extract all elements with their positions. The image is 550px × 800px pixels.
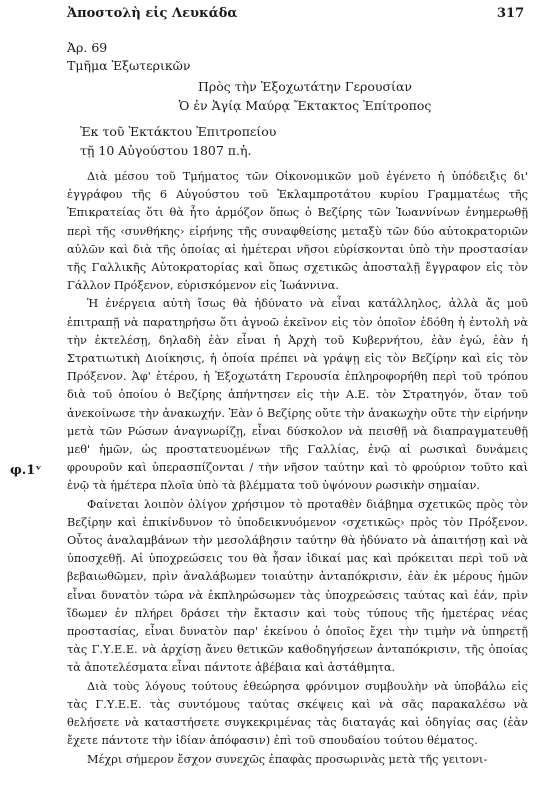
paragraph: Διὰ τοὺς λόγους τούτους ἐθεώρησα φρόνιμον συμβουλὴν νὰ ὑποβάλω εἰς τὰς Γ.Υ.Ε.Ε. τὰς συντόμους ταύτας σκέψεις καὶ νὰ σᾶς παρακαλέσω νὰ θελήσετε νὰ καταστήσετε συγκεκριμένας τὰς διαταγάς καὶ ὁδηγίας σας (ἐὰν ἔχετε πάντοτε τὴν ἰδίαν ἀπόφασιν) ἐπὶ τοῦ σπουδαίου τούτου θέματος. bbox=[67, 679, 528, 748]
paragraph: Ἡ ἐνέργεια αὐτὴ ἴσως θὰ ἠδύνατο νὰ εἶναι κατάλληλος, ἀλλὰ ἄς μοῦ ἐπιτραπῇ νὰ παρατηρήσω ὅτι ἀγνοῶ ἐκεῖνον εἰς τὸν ὁποῖον ἐδόθη ἡ ἐντολὴ νὰ τὴν ἐκτελέσῃ, δηλαδὴ ἐὰν εἶναι ἡ Ἀρχὴ τοῦ Κυβερνήτου, ἐὰν ἐγώ, ἐὰν ἡ Στρατιωτικὴ Διοίκησις, ἡ ὁποία πρέπει νὰ γράψῃ εἰς τὸν Βεζίρην καὶ εἰς τὸν Πρόξενον. Ἀφ' ἑτέρου, ἡ Ἐξοχωτάτη Γερουσία ἐπληροφορήθη περὶ τοῦ τρόπου διὰ τοῦ ὁποίου ὁ Βεζίρης ἀπήντησεν εἰς τὴν Α.Ε. τὸν Στρατηγόν, ὅταν τοῦ ἀνεκοίνωσε τὴν ἀνακωχήν. Ἐὰν ὁ Βεζίρης οὔτε τὴν ἀνακωχὴν οὔτε τὴν εἰρήνην μετὰ τῶν Ρώσων ἀναγνωρίζῃ, εἶναι δύσκολον νὰ πεισθῇ νὰ διαπραγματευθῇ μεθ' ἡμῶν, ὡς προστατευομένων τῆς Γαλλίας, ἐνῷ αἱ ρωσικαὶ δυνάμεις φρουροῦν καὶ ὑπερασπίζονται / τὴν νῆσον ταύτην καὶ τὸ φρούριον τοῦτο καὶ ἐνῷ τὰ ἡμέτερα πλοῖα ὑπὸ τὰ βλέμματα τοῦ ὑψόνουν ρωσικὴν σημαίαν. bbox=[67, 297, 528, 493]
addressee-line-1: Πρὸς τὴν Ἐξοχωτάτην Γερουσίαν bbox=[198, 79, 412, 94]
running-title: Ἀποστολὴ εἰς Λευκάδα bbox=[67, 6, 238, 21]
from-line: Ἐκ τοῦ Ἐκτάκτου Ἐπιτροπείου bbox=[80, 124, 277, 139]
paragraph: Διὰ μέσου τοῦ Τμήματος τῶν Οἰκονομικῶν μοῦ ἐγένετο ἡ ὑπόδειξις δι' ἐγγράφου τῆς 6 Αὐγούστου τοῦ Ἐκλαμπροτάτου κυρίου Γραμματέως τῆς Ἐπικρατείας ὅτι θὰ ἦτο ἁρμόζον ὅπως ὁ Βεζίρης τῶν Ἰωαννίνων ἐνημερωθῇ περὶ τῆς ‹συνθήκης› εἰρήνης τῆς συναφθείσης μεταξὺ τῶν δύο αὐτοκρατοριῶν αὐλῶν καὶ διὰ τῆς ὁποίας αἱ ἡμέτεραι νῆσοι εὑρίσκονται ὑπὸ τὴν προστασίαν τῆς Γαλλικῆς Αὐτοκρατορίας καὶ ὅπως σχετικῶς ἀποσταλῇ ἔγγραφον εἰς τὸν Γάλλον Πρόξενον, εὑρισκόμενον εἰς Ἰωάννινα. bbox=[67, 170, 528, 293]
paragraph: Φαίνεται λοιπὸν ὀλίγον χρήσιμον τὸ προταθὲν διάβημα σχετικῶς πρὸς τὸν Βεζίρην καὶ ἐπικίνδυνον τὸ ὑποδεικνυόμενον ‹σχετικῶς› πρὸς τὸν Πρόξενον. Οὗτος ἀναλαμβάνων τὴν μεσολάβησιν ταύτην θὰ ἠδύνατο νὰ ἀπαιτήσῃ καὶ νὰ ὑποσχεθῇ. Αἱ ὑποχρεώσεις του θὰ ἦσαν ἰδικαί μας καὶ πρόκειται περὶ τοῦ νὰ βεβαιωθῶμεν, πρὶν ἀναλάβωμεν τοιαύτην ἀνταπόκρισιν, ἐὰν ἐκ μέρους ἡμῶν εἶναι δυνατὸν τώρα νὰ ἐκπληρώσωμεν τὰς ὑποχρεώσεις ταύτας καὶ ἐάν, πρὶν ἴδωμεν ἐν πλήρει δράσει τὴν ἔκτασιν καὶ τοὺς τύπους τῆς ἡμετέρας νέας προστασίας, εἶναι δυνατὸν παρ' ἐκείνου ὁ ὁποῖος ἔχει τὴν τιμὴν νὰ ὑπηρετῇ τὰς Γ.Υ.Ε.Ε. νὰ ἀρχίσῃ ἄνευ θετικῶν καθοδηγήσεων ἀνταπόκρισιν, τῆς ὁποίας τὰ ἀποτελέσματα εἶναι πάντοτε ἀβέβαια καὶ ἀστάθμητα. bbox=[67, 497, 528, 675]
paragraph: Μέχρι σήμερον ἔσχον συνεχῶς ἐπαφὰς προσωρινὰς μετὰ τῆς γειτονι- bbox=[87, 752, 488, 766]
folio-margin-note: φ.1ᵛ bbox=[10, 463, 42, 478]
date-line: τῇ 10 Αὐγούστου 1807 π.ἡ. bbox=[80, 143, 252, 158]
addressee-line-2: Ὁ ἐν Ἁγίᾳ Μαύρᾳ Ἔκτακτος Ἐπίτροπος bbox=[178, 98, 432, 113]
reference-number: Ἀρ. 69 bbox=[67, 40, 108, 55]
page-number: 317 bbox=[497, 6, 525, 21]
department-label: Τμῆμα Ἐξωτερικῶν bbox=[67, 58, 191, 73]
letter-body bbox=[67, 168, 528, 769]
